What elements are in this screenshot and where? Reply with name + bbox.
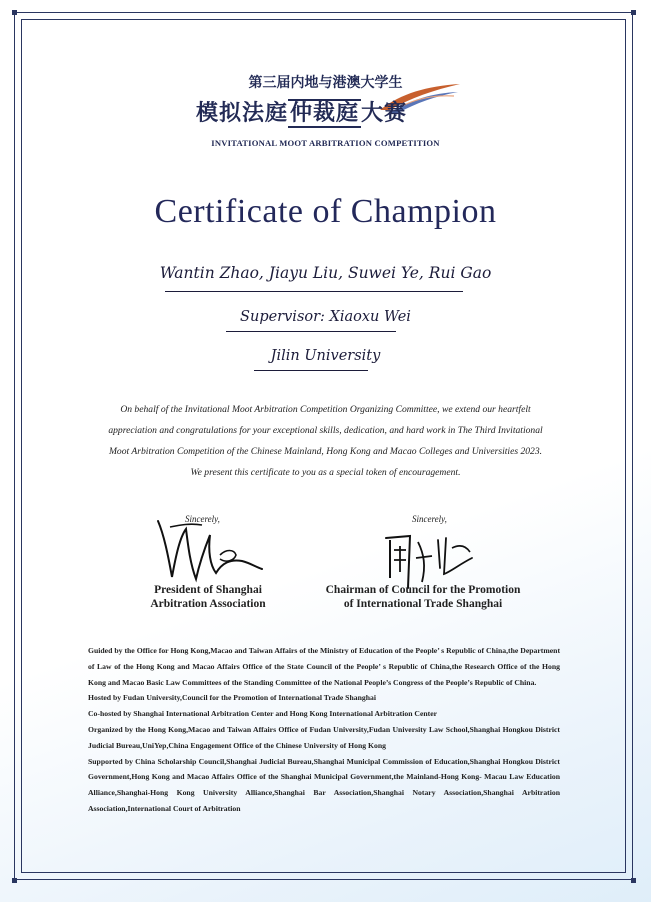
supervisor-name: Supervisor: Xiaoxu Wei [240, 309, 411, 325]
sponsor-list [88, 643, 560, 817]
body-line: appreciation and congratulations for your exceptional skills, dedication, and hard work in The Third Invitational [108, 425, 543, 436]
cohosted-by: Co-hosted by Shanghai International Arbitration Center and Hong Kong International Arbitration Center [88, 709, 438, 719]
title-part-moot-court: 模拟法庭 [196, 101, 289, 126]
hosted-by: Hosted by Fudan University,Council for the Promotion of International Trade Shanghai [88, 693, 376, 703]
university-name: Jilin University [270, 348, 381, 364]
signatory-left-line: Arbitration Association [150, 598, 266, 610]
body-line: On behalf of the Invitational Moot Arbitration Competition Organizing Committee, we extend our heartfelt [120, 404, 531, 415]
title-part-competition: 大赛 [361, 101, 408, 126]
corner-mark [631, 10, 636, 15]
signatory-left-line: President of Shanghai [154, 584, 262, 596]
certificate-body [72, 399, 579, 483]
university-underline [254, 370, 368, 371]
corner-mark [631, 878, 636, 883]
guided-by: Guided by the Office for Hong Kong,Macao and Taiwan Affairs of the Ministry of Education of the People’ s Republic of China,the Department of Law of the Hong Kong and Macao Affairs Office of the State Council of the People’ s Republic of China,the Research Office of the Hong Kong and Macao Basic Law Committees of the Standing Committee of the National People’s Congress of the People’s Republic of China. [88, 646, 560, 687]
signatory-right-title [308, 583, 538, 611]
closing-left: Sincerely, [185, 514, 220, 524]
competition-subtitle-en: INVITATIONAL MOOT ARBITRATION COMPETITION [211, 138, 440, 148]
supervisor-underline [226, 331, 396, 332]
competition-title-cn [196, 96, 407, 127]
signature-left-icon [150, 515, 265, 590]
certificate-title: Certificate of Champion [154, 193, 497, 230]
signatory-right-line: of International Trade Shanghai [343, 598, 503, 610]
recipient-names: Wantin Zhao, Jiayu Liu, Suwei Ye, Rui Gao [159, 264, 492, 282]
signatory-right-line: Chairman of Council for the Promotion [325, 584, 521, 596]
title-part-arbitral-tribunal: 仲裁庭 [290, 101, 360, 126]
competition-subtitle-cn: 第三届内地与港澳大学生 [248, 75, 403, 91]
closing-right: Sincerely, [412, 514, 447, 524]
body-line: Moot Arbitration Competition of the Chinese Mainland, Hong Kong and Macao Colleges and Universities 2023. [108, 446, 543, 457]
corner-mark [12, 878, 17, 883]
body-line: We present this certificate to you as a special token of encouragement. [190, 467, 461, 478]
corner-mark [12, 10, 17, 15]
supported-by: Supported by China Scholarship Council,Shanghai Judicial Bureau,Shanghai Municipal Commission of Education,Shanghai Hongkou District Government,Hong Kong and Macao Affairs Office of the Shanghai Municipal Government,the Mainland-Hong Kong- Macau Law Education Alliance,Shanghai-Hong Kong University Alliance,Shanghai Bar Association,Shanghai Notary Association,Shanghai Arbitration Association,International Court of Arbitration [88, 756, 560, 813]
signatory-left-title [118, 583, 298, 611]
recipient-underline [165, 291, 463, 292]
organized-by: Organized by the Hong Kong,Macao and Taiwan Affairs Office of Fudan University,Fudan University Law School,Shanghai Hongkou District Judicial Bureau,UniYep,China Engagement Office of the Chinese University of Hong Kong [88, 724, 560, 750]
